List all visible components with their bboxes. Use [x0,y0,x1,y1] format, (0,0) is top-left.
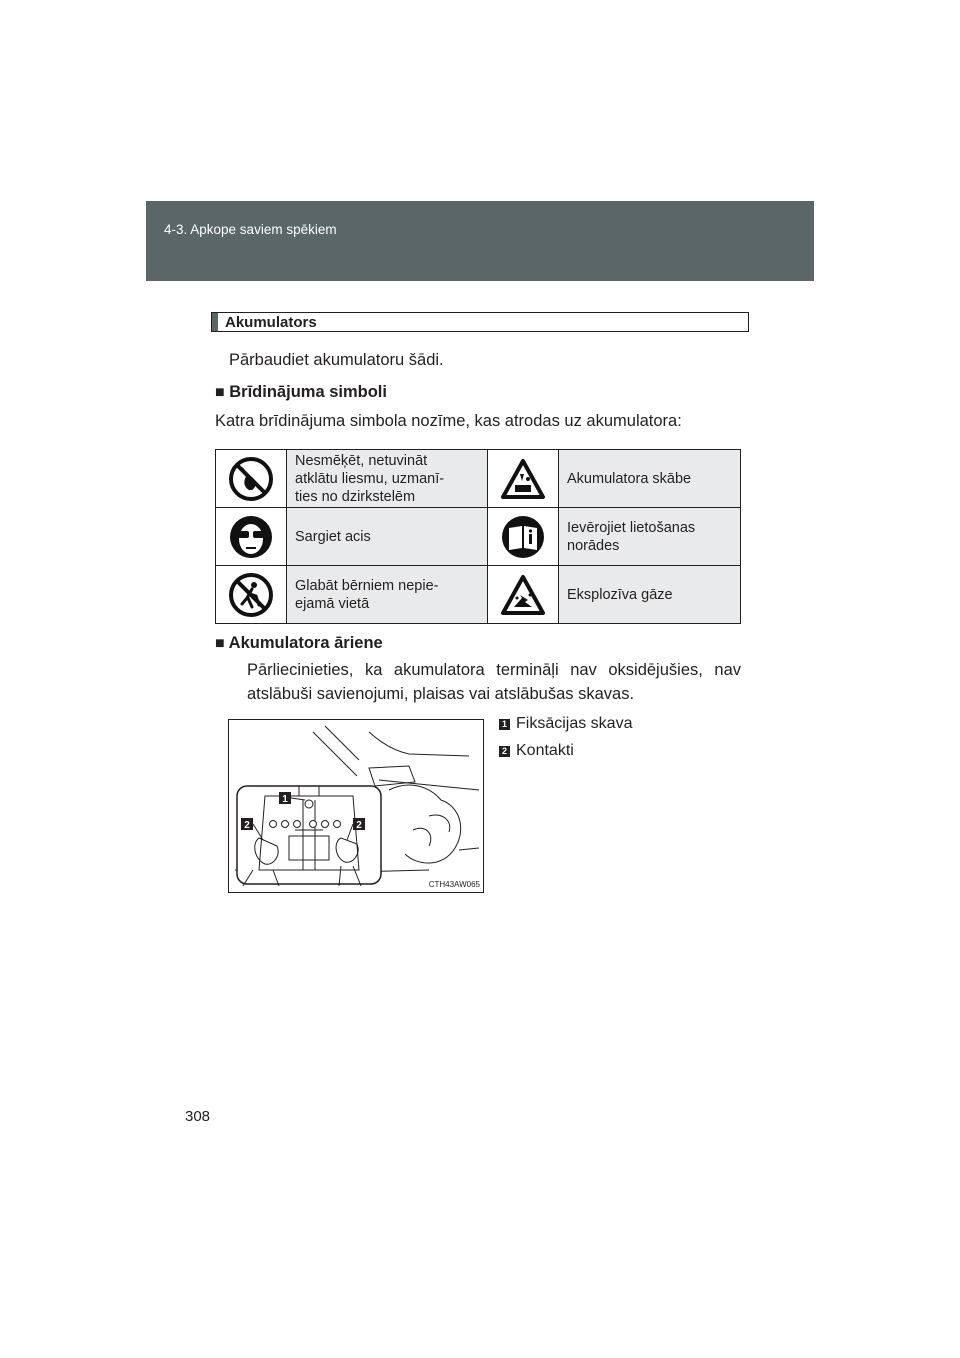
warning-label [559,566,741,624]
warning-label [559,450,741,508]
battery-acid-icon-cell [488,450,559,508]
read-manual-icon [500,514,546,560]
callout-1-label: 1 [282,794,288,805]
warnings-heading [215,381,387,404]
table-row [216,566,741,624]
warning-symbols-table [215,449,741,624]
exterior-text-line2: atslābuši savienojumi, plaisas vai atslābušas skavas. [247,685,635,703]
battery-engine-drawing [229,720,483,892]
legend-label: Kontakti [516,742,574,759]
label-line: Akumulatora skābe [567,470,692,487]
eye-protection-icon-cell [216,508,287,566]
legend-number-badge: 1 [499,719,510,730]
section-title: Akumulators [225,314,317,331]
legend-label: Fiksācijas skava [516,715,633,732]
exterior-heading-text: Akumulatora āriene [228,634,383,652]
eye-protection-icon [228,514,274,560]
warning-label [287,450,488,508]
label-line: Glabāt bērniem nepie- [295,577,439,594]
callout-2-right-label: 2 [356,820,362,831]
label-line: Ievērojiet lietošanas [567,519,696,536]
exterior-heading [215,632,383,655]
warnings-heading-text: Brīdinājuma simboli [229,383,387,401]
label-line: Nesmēķēt, netuvināt [295,452,428,469]
chapter-section-label: 4-3. Apkope saviem spēkiem [164,222,337,237]
label-line: norādes [567,537,620,554]
table-row [216,508,741,566]
legend-item-2 [499,742,574,764]
warnings-description: Katra brīdinājuma simbola nozīme, kas atrodas uz akumulatora: [215,412,682,430]
keep-away-children-icon-cell [216,566,287,624]
explosive-gas-icon [500,574,546,616]
label-line: atklātu liesmu, uzmanī- [295,470,445,487]
square-bullet-icon: ■ [215,384,225,401]
warning-label [287,566,488,624]
no-smoking-flame-icon-cell [216,450,287,508]
page-number: 308 [185,1108,211,1125]
chapter-header [146,201,814,281]
label-line: ejamā vietā [295,595,370,612]
label-line: Eksplozīva gāze [567,586,673,603]
legend-number-badge: 2 [499,746,510,757]
intro-text: Pārbaudiet akumulatoru šādi. [229,351,444,369]
illustration-code: CTH43AW065 [428,880,480,889]
battery-acid-icon [500,458,546,500]
exterior-text-line1: Pārliecinieties, ka akumulatora termināļi nav oksidējušies, nav [247,661,741,679]
battery-illustration [228,719,484,893]
table-row [216,450,741,508]
keep-away-children-icon [228,572,274,618]
no-smoking-flame-icon [228,456,274,502]
label-line: ties no dzirkstelēm [295,488,416,505]
section-marker [212,313,218,331]
warning-label [559,508,741,566]
explosive-gas-icon-cell [488,566,559,624]
warning-label [287,508,488,566]
label-line: Sargiet acis [295,528,371,545]
legend-item-1 [499,715,632,737]
section-title-bar [211,312,749,332]
read-manual-icon-cell [488,508,559,566]
callout-2-left-label: 2 [244,820,250,831]
square-bullet-icon: ■ [215,635,225,652]
